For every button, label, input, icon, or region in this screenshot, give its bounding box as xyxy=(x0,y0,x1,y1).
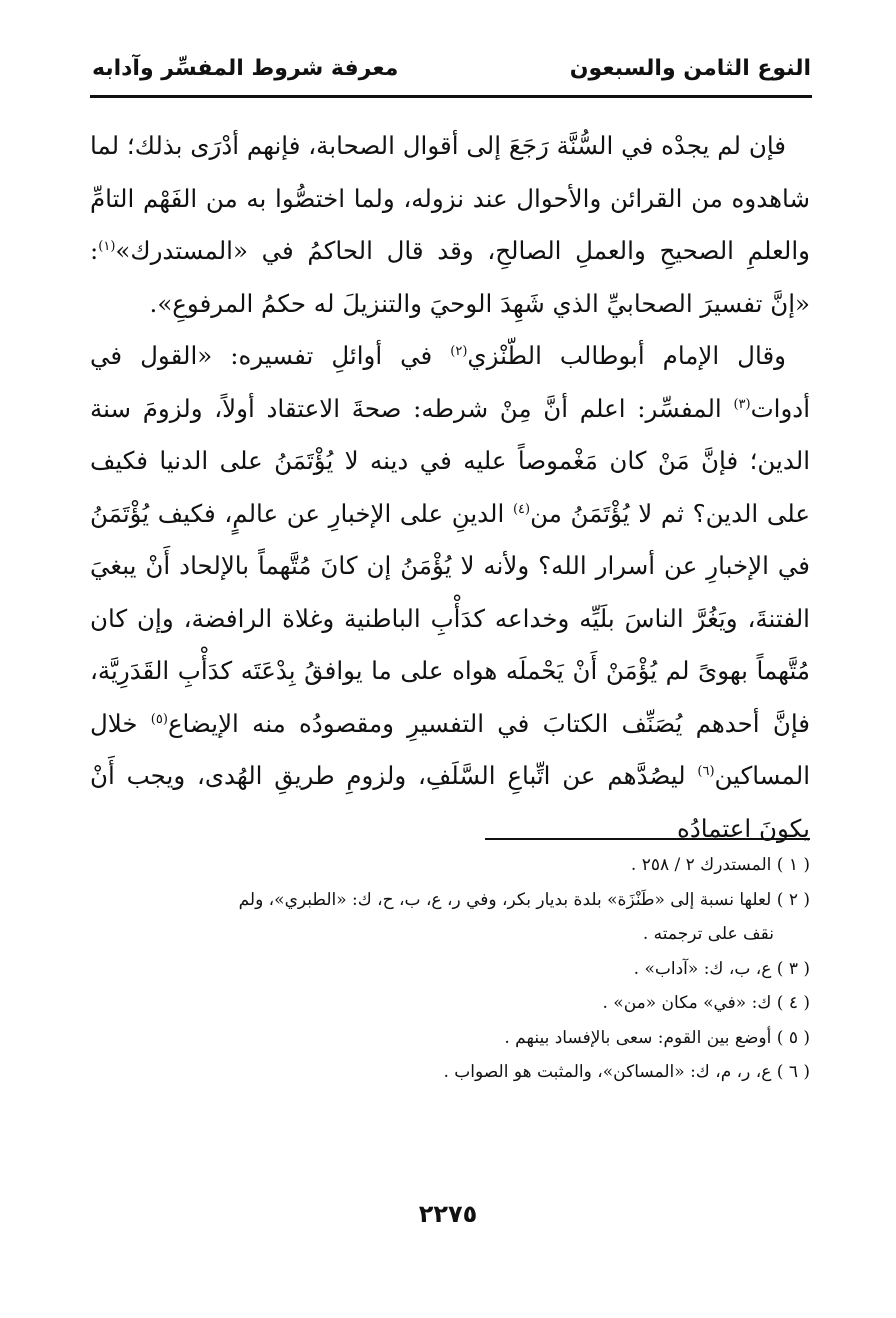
footnote-number: ( ١ ) xyxy=(776,855,810,875)
footnote-number: ( ٥ ) xyxy=(776,1027,810,1048)
footnote-marker-5[interactable]: (٥) xyxy=(150,711,168,727)
footnote-number: ( ٦ ) xyxy=(776,1062,810,1082)
footnote-marker-2[interactable]: (٢) xyxy=(450,343,468,359)
text-run: الدينِ على الإخبارِ عن عالمٍ، فكيف يُؤْتَمَنُ في الإخبارِ عن أسرار الله؟ ولأنه لا يُؤْمَنُ إن كانَ مُتَّهماً بالإلحاد أَنْ يبغيَ الفتنةَ، ويَغُرَّ الناسَ بلَيِّه وخداعه كدَأْبِ الباطنية وغلاة الرافضة، وإن كان مُتَّهماً بهوىً لم يُؤْمَنْ أَنْ يَحْملَه هواه على ما يوافقُ بِدْعَتَه كدَأْبِ القَدَرِيَّة، فإنَّ أحدهم يُصَنِّف الكتابَ في التفسيرِ ومقصودُه منه الإيضاع xyxy=(90,498,810,738)
paragraph-2 xyxy=(90,330,810,855)
footnote-6 xyxy=(90,1055,810,1090)
section-title: معرفة شروط المفسِّر وآدابه xyxy=(92,55,399,81)
footnote-marker-6[interactable]: (٦) xyxy=(697,763,715,779)
text-run: فإن لم يجدْه في السُّنَّة رَجَعَ إلى أقوال الصحابة، فإنهم أدْرَى بذلك؛ لما شاهدوه من القرائن والأحوال عند نزوله، ولما اختصُّوا به من الفَهْم التامِّ والعلمِ الصحيحِ والعملِ الصالحِ، وقد قال الحاكمُ في «المستدرك» xyxy=(90,131,810,265)
footnote-marker-1[interactable]: (١) xyxy=(98,238,116,254)
text-run: وقال الإمام أبوطالب الطّنْزي xyxy=(467,341,786,370)
text-run: ليصُدَّهم عن اتِّباعِ السَّلَفِ، ولزومِ طريقِ الهُدى، ويجب أَنْ يكونَ اعتمادُه xyxy=(90,761,810,843)
page-number: ٢٢٧٥ xyxy=(418,1200,478,1228)
footnote-text: ك: «في» مكان «من» . xyxy=(602,993,772,1013)
footnote-marker-3[interactable]: (٣) xyxy=(733,396,751,412)
chapter-title: النوع الثامن والسبعون xyxy=(569,55,811,81)
running-header xyxy=(92,48,811,88)
footnote-text: ع، ب، ك: «آداب» . xyxy=(633,958,772,979)
footnote-text-continued: نقف على ترجمته . xyxy=(642,924,774,944)
header-rule xyxy=(90,95,812,98)
footnote-2 xyxy=(90,883,810,952)
footnote-text: أوضع بين القوم: سعى بالإفساد بينهم . xyxy=(504,1027,772,1048)
footnote-separator xyxy=(485,838,810,840)
text-run: في أوائلِ تفسيره: «القول في أدوات xyxy=(90,341,810,423)
footnote-4 xyxy=(90,986,810,1021)
footnote-text: ع، ر، م، ك: «المساكن»، والمثبت هو الصواب . xyxy=(443,1062,772,1082)
footnote-5 xyxy=(90,1021,810,1056)
footnote-marker-4[interactable]: (٤) xyxy=(512,501,531,517)
paragraph-1 xyxy=(90,120,810,330)
text-run: المفسِّر: اعلم أنَّ مِنْ شرطه: صحةَ الاعتقاد أولاً، ولزومَ سنة الدين؛ فإنَّ مَنْ كان مَغْموصاً عليه في دينه لا يُؤْتَمَنُ على الدنيا فكيف على الدين؟ ثم لا يُؤْتَمَنُ من xyxy=(90,393,810,528)
text-run: : «إنَّ تفسيرَ الصحابيِّ الذي شَهِدَ الوحيَ والتنزيلَ له حكمُ المرفوعِ». xyxy=(90,236,810,318)
footnote-text: المستدرك ٢ / ٢٥٨ . xyxy=(630,855,772,875)
main-text xyxy=(90,120,810,855)
footnote-text: لعلها نسبة إلى «طَنْزَة» بلدة بديار بكر، وفي ر، ع، ب، ح، ك: «الطبري»، ولم xyxy=(238,889,772,910)
text-run: خلال المساكين xyxy=(90,708,810,790)
footnote-3 xyxy=(90,952,810,987)
footnotes xyxy=(90,848,810,1090)
footnote-number: ( ٣ ) xyxy=(776,958,810,979)
footnote-number: ( ٤ ) xyxy=(776,993,810,1013)
footnote-1 xyxy=(90,848,810,883)
footnote-number: ( ٢ ) xyxy=(776,889,810,910)
